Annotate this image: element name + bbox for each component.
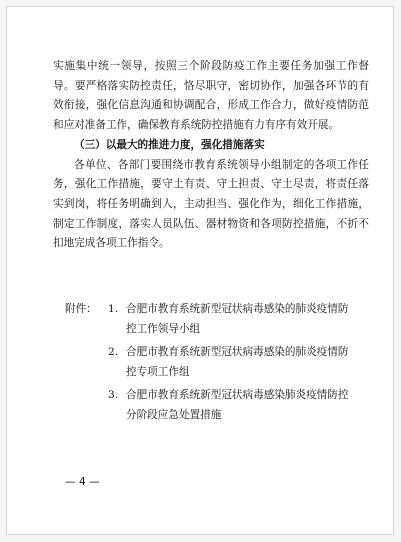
attachments-list <box>65 299 365 428</box>
attachment-title-line1: 合肥市教育系统新型冠状病毒感染肺炎疫情防控 <box>126 389 349 401</box>
attachment-number: 2. <box>108 346 119 358</box>
attachment-number: 3. <box>108 389 119 401</box>
attachment-item <box>65 385 365 425</box>
paragraph-measures: 各单位、各部门要围绕市教育系统领导小组制定的各项工作任务，强化工作措施，要守土有责、守土担责、守土尽责，将责任落实到岗，将任务明确到人，主动担当、强化作为，细化工作措施，制定工作制度，落实人员队伍、器材物资和各项防控措施，不折不扣地完成各项工作指令。 <box>53 158 369 250</box>
attachment-title-line2: 分阶段应急处置措施 <box>126 409 222 421</box>
attachment-title-line1: 合肥市教育系统新型冠状病毒感染的肺炎疫情防 <box>126 303 349 315</box>
document-body <box>53 57 369 254</box>
attachments-label: 附件： <box>65 303 97 315</box>
attachment-title-line1: 合肥市教育系统新型冠状病毒感染的肺炎疫情防 <box>126 346 349 358</box>
paragraph-supervision: 实施集中统一领导，按照三个阶段防疫工作主要任务加强工作督导。要严格落实防控责任，恪尽职守，密切协作，加强各环节的有效衔接，强化信息沟通和协调配合，形成工作合力，做好疫情防范和应对准备工作，确保教育系统防控措施有力有序有效开展。 <box>53 60 369 132</box>
page-number: — 4 — <box>65 476 100 488</box>
attachment-title-line2: 控专项工作组 <box>126 366 190 378</box>
attachment-number: 1. <box>108 303 119 315</box>
attachment-title-line2: 控工作领导小组 <box>126 323 201 335</box>
attachment-item <box>65 342 365 382</box>
document-page <box>6 6 394 535</box>
section-heading: （三）以最大的推进力度，强化措施落实 <box>74 138 265 151</box>
attachment-item <box>65 299 365 339</box>
